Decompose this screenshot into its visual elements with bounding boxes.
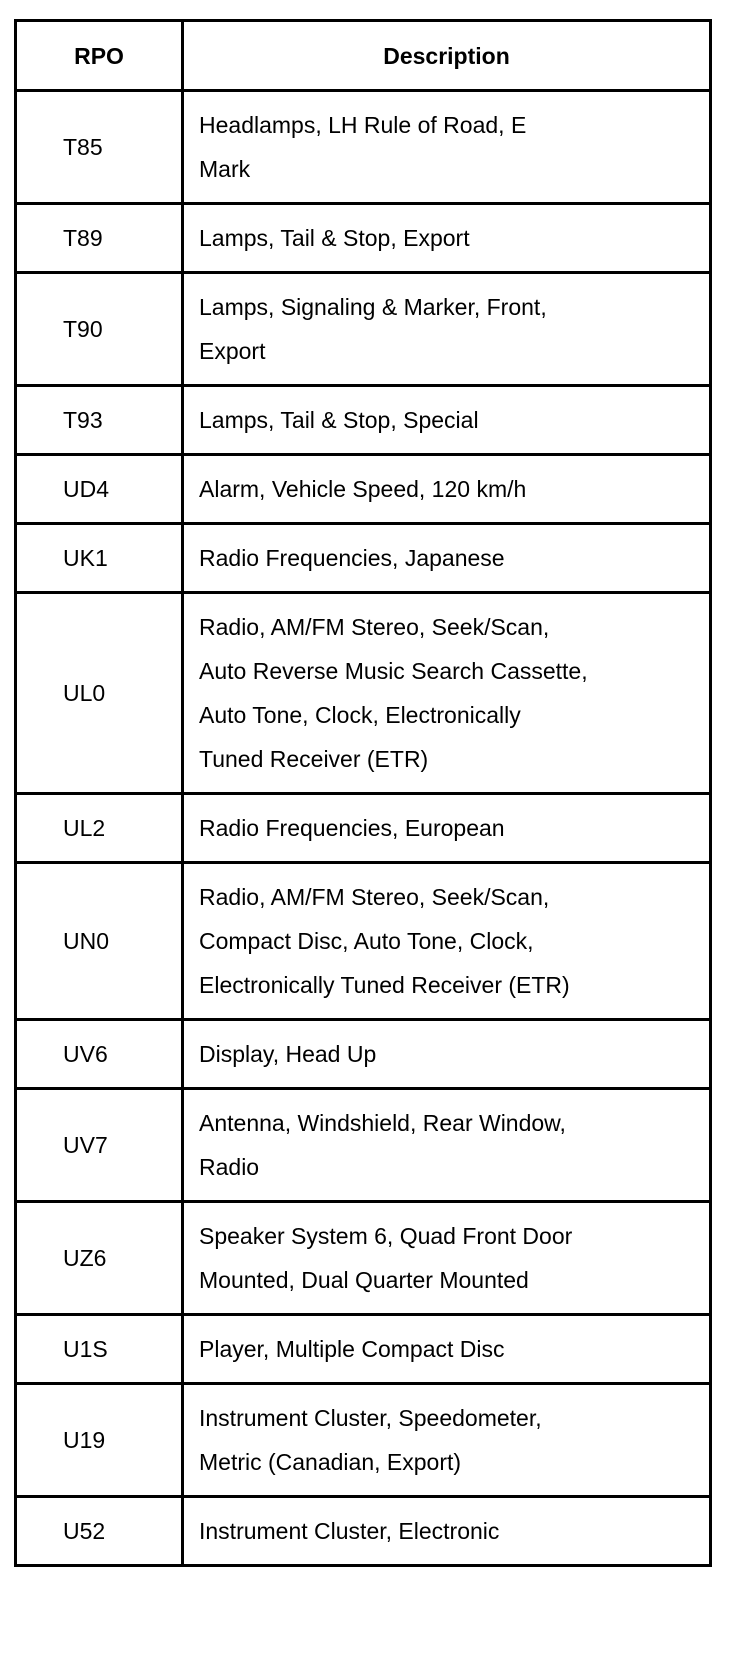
table-header-row [16, 21, 711, 91]
description-line: Radio, AM/FM Stereo, Seek/Scan, [199, 884, 550, 910]
table-row [16, 1020, 711, 1089]
description-cell [183, 524, 711, 593]
description-cell [183, 794, 711, 863]
description-line: Tuned Receiver (ETR) [199, 746, 429, 772]
table-row [16, 386, 711, 455]
table-row [16, 524, 711, 593]
description-column-header: Description [183, 21, 711, 91]
table-row [16, 593, 711, 794]
rpo-code-cell: T93 [16, 386, 183, 455]
table-row [16, 455, 711, 524]
table-row [16, 273, 711, 386]
description-line: Headlamps, LH Rule of Road, E [199, 112, 527, 138]
rpo-code-cell: U1S [16, 1315, 183, 1384]
description-line: Player, Multiple Compact Disc [199, 1336, 505, 1362]
description-line: Compact Disc, Auto Tone, Clock, [199, 928, 534, 954]
rpo-code-cell: T85 [16, 91, 183, 204]
rpo-code-cell: UV6 [16, 1020, 183, 1089]
description-line: Lamps, Tail & Stop, Export [199, 225, 470, 251]
rpo-table [14, 19, 712, 1567]
description-cell [183, 1497, 711, 1566]
description-line: Display, Head Up [199, 1041, 377, 1067]
table-row [16, 91, 711, 204]
rpo-column-header: RPO [16, 21, 183, 91]
table-row [16, 794, 711, 863]
description-line: Radio, AM/FM Stereo, Seek/Scan, [199, 614, 550, 640]
description-line: Electronically Tuned Receiver (ETR) [199, 972, 570, 998]
rpo-code-cell: UN0 [16, 863, 183, 1020]
description-cell [183, 1020, 711, 1089]
rpo-code-cell: UZ6 [16, 1202, 183, 1315]
description-cell [183, 455, 711, 524]
description-cell [183, 273, 711, 386]
description-line: Lamps, Tail & Stop, Special [199, 407, 479, 433]
table-row [16, 1384, 711, 1497]
rpo-code-cell: T90 [16, 273, 183, 386]
rpo-code-cell: T89 [16, 204, 183, 273]
table-row [16, 863, 711, 1020]
description-line: Alarm, Vehicle Speed, 120 km/h [199, 476, 527, 502]
description-line: Metric (Canadian, Export) [199, 1449, 462, 1475]
description-line: Radio Frequencies, Japanese [199, 545, 505, 571]
description-cell [183, 1315, 711, 1384]
description-line: Speaker System 6, Quad Front Door [199, 1223, 573, 1249]
description-line: Export [199, 338, 266, 364]
rpo-code-cell: UD4 [16, 455, 183, 524]
rpo-code-cell: UL2 [16, 794, 183, 863]
description-cell [183, 204, 711, 273]
description-line: Auto Tone, Clock, Electronically [199, 702, 521, 728]
table-row [16, 1202, 711, 1315]
table-row [16, 204, 711, 273]
description-line: Mark [199, 156, 251, 182]
description-cell [183, 386, 711, 455]
table-row [16, 1497, 711, 1566]
rpo-code-cell: UL0 [16, 593, 183, 794]
description-cell [183, 91, 711, 204]
description-line: Auto Reverse Music Search Cassette, [199, 658, 588, 684]
rpo-code-cell: U19 [16, 1384, 183, 1497]
rpo-code-cell: UV7 [16, 1089, 183, 1202]
description-cell [183, 1384, 711, 1497]
description-cell [183, 1202, 711, 1315]
description-line: Lamps, Signaling & Marker, Front, [199, 294, 547, 320]
table-row [16, 1089, 711, 1202]
table-row [16, 1315, 711, 1384]
description-line: Mounted, Dual Quarter Mounted [199, 1267, 529, 1293]
rpo-code-cell: U52 [16, 1497, 183, 1566]
description-line: Antenna, Windshield, Rear Window, [199, 1110, 566, 1136]
description-line: Instrument Cluster, Speedometer, [199, 1405, 542, 1431]
rpo-code-cell: UK1 [16, 524, 183, 593]
description-line: Radio Frequencies, European [199, 815, 505, 841]
description-line: Instrument Cluster, Electronic [199, 1518, 500, 1544]
description-cell [183, 863, 711, 1020]
table-body [16, 91, 711, 1566]
description-cell [183, 1089, 711, 1202]
description-line: Radio [199, 1154, 260, 1180]
description-cell [183, 593, 711, 794]
